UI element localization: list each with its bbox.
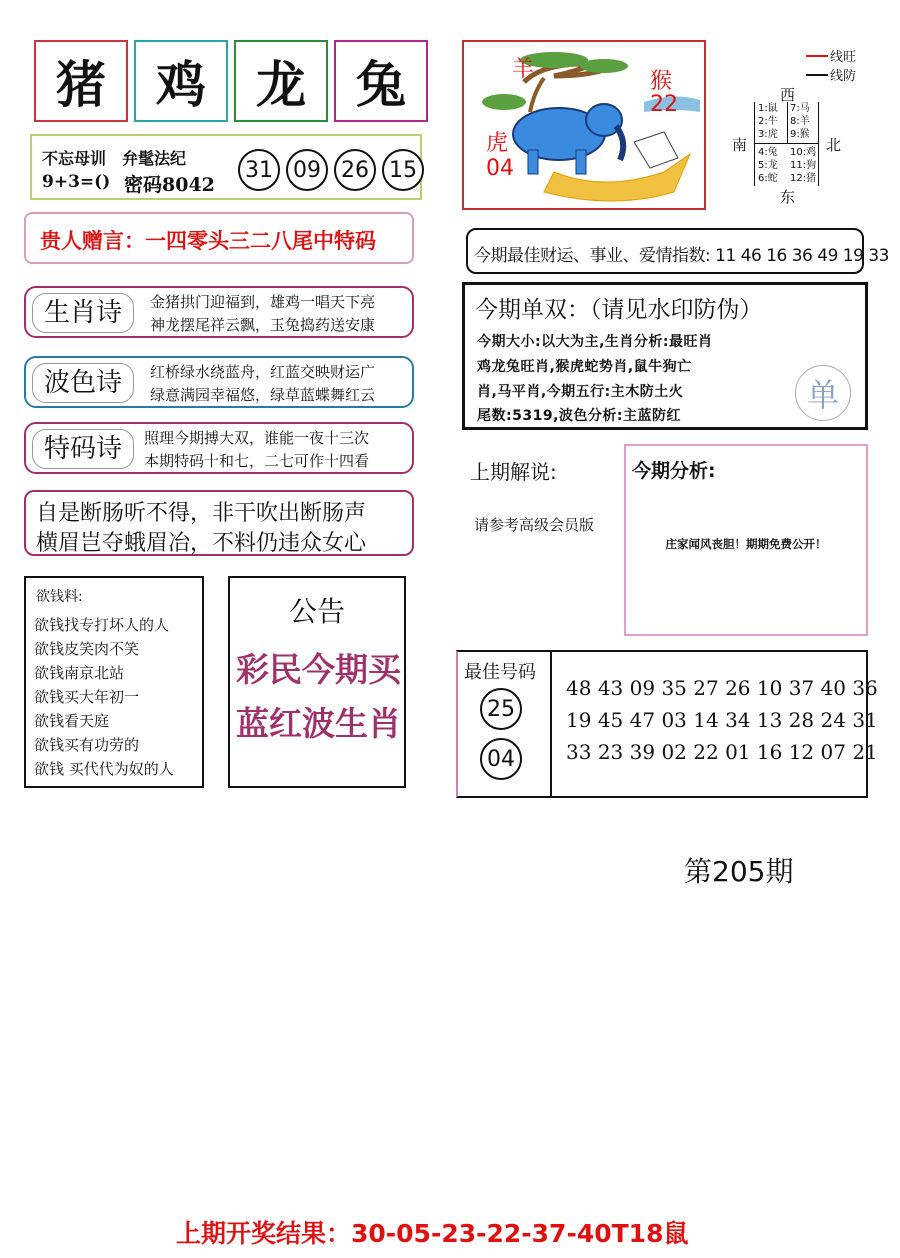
fortune-box — [466, 228, 889, 274]
poem-tag: 特码诗 — [32, 429, 134, 469]
poem-line2: 神龙摆尾祥云飘，玉兔捣药送安康 — [150, 316, 376, 334]
compass-cell: 1:鼠 — [758, 103, 778, 114]
riddle-line1: 不忘母训 弁髦法纪 — [42, 149, 187, 168]
compass-south: 南 — [732, 136, 748, 154]
number-ball: 26 — [334, 149, 376, 191]
compass-cell: 9:猴 — [790, 129, 810, 140]
compass-east: 东 — [780, 188, 796, 206]
zodiac-box-pig: 猪 — [34, 40, 128, 122]
number-cell: 12 — [788, 740, 815, 764]
poem-tag: 波色诗 — [32, 363, 134, 403]
compass-cell: 7:马 — [790, 103, 810, 114]
number-row — [566, 672, 878, 704]
legend-label-fang: 线防 — [830, 69, 857, 84]
guiren-banner — [24, 212, 414, 264]
compass-grid-top-left — [758, 102, 778, 141]
number-cell: 13 — [756, 708, 783, 732]
number-cell: 19 — [566, 708, 592, 732]
legend-line-red — [806, 55, 828, 57]
number-ball: 31 — [238, 149, 280, 191]
number-cell: 07 — [820, 740, 846, 764]
poem-line1: 照理今期搏大双，谁能一夜十三次 — [144, 429, 370, 447]
yuqian-box — [24, 576, 204, 788]
fortune-text: 今期最佳财运、事业、爱情指数: 11 46 16 36 49 19 33 — [474, 246, 889, 266]
riddle-formula: 9+3=() — [42, 172, 111, 192]
best-ball — [480, 688, 522, 730]
number-cell: 23 — [597, 740, 624, 764]
number-cell: 45 — [597, 708, 624, 732]
verse-box — [24, 490, 414, 556]
yuqian-line: 欲钱找专打坏人的人 — [34, 616, 170, 634]
best-ball — [480, 738, 522, 780]
compass-cell: 11:狗 — [790, 160, 817, 171]
number-cell: 26 — [725, 676, 751, 700]
number-cell: 34 — [725, 708, 751, 732]
number-cell: 40 — [820, 676, 846, 700]
compass-right-line — [818, 102, 819, 186]
number-cell: 43 — [597, 676, 624, 700]
yuqian-line: 欲钱皮笑肉不笑 — [34, 640, 140, 658]
number-cell: 10 — [756, 676, 783, 700]
yuqian-line: 欲钱 买代代为奴的人 — [34, 760, 174, 778]
compass-west: 西 — [780, 86, 796, 104]
poem-special — [24, 422, 414, 474]
yuqian-line: 欲钱买大年初一 — [34, 688, 140, 706]
analysis-text: 庄家闻风丧胆！期期免费公开！ — [665, 537, 827, 551]
number-cell: 27 — [693, 676, 719, 700]
notice-box — [228, 576, 406, 788]
compass-cross-line — [754, 143, 818, 144]
riddle-password: 密码8042 — [124, 174, 215, 196]
poem-tag: 生肖诗 — [32, 293, 134, 333]
zodiac-box-rooster: 鸡 — [134, 40, 228, 122]
poem-wave — [24, 356, 414, 408]
number-cell: 02 — [661, 740, 687, 764]
analysis-title: 今期分析: — [632, 460, 716, 482]
poem-line2: 本期特码十和七，二七可作十四看 — [144, 452, 370, 470]
compass-cell: 5:龙 — [758, 160, 778, 171]
number-cell: 37 — [788, 676, 815, 700]
danshuang-title: 今期单双：（请见水印防伪） — [475, 297, 763, 323]
best-numbers-divider — [550, 652, 552, 796]
compass-cell: 8:羊 — [790, 116, 810, 127]
notice-line2: 蓝红波生肖 — [236, 704, 401, 743]
number-cell: 09 — [629, 676, 656, 700]
danshuang-box — [462, 282, 868, 430]
compass-legend — [806, 46, 886, 86]
number-cell: 03 — [661, 708, 687, 732]
number-cell: 36 — [852, 676, 878, 700]
compass-cell: 12:猪 — [790, 173, 817, 184]
number-cell: 28 — [788, 708, 815, 732]
number-cell: 01 — [725, 740, 751, 764]
compass-cell: 2:牛 — [758, 116, 778, 127]
riddle-box — [30, 134, 422, 200]
yuqian-title: 欲钱料: — [36, 589, 83, 605]
best-ball-number: 04 — [487, 746, 515, 772]
guiren-text: 贵人赠言：一四零头三二八尾中特码 — [40, 229, 376, 253]
yuqian-line: 欲钱南京北站 — [34, 664, 125, 682]
poem-line1: 红桥绿水绕蓝舟，红蓝交映财运广 — [150, 363, 376, 381]
number-cell: 33 — [566, 740, 592, 764]
picture-label-hu: 虎 — [486, 131, 509, 156]
best-numbers-grid — [566, 672, 878, 768]
riddle-balls — [238, 149, 430, 191]
danshuang-line: 尾数:5319,波色分析:主蓝防红 — [477, 408, 681, 424]
watermark-stamp — [795, 365, 851, 421]
zodiac-picture-box — [462, 40, 706, 210]
poem-line1: 金猪拱门迎福到，雄鸡一唱天下亮 — [150, 293, 376, 311]
legend-line-black — [806, 74, 828, 76]
compass-cell: 3:虎 — [758, 129, 778, 140]
poem-zodiac — [24, 286, 414, 338]
zodiac-box-rabbit: 兔 — [334, 40, 428, 122]
danshuang-line: 肖,马平肖,今期五行:主木防土火 — [477, 384, 684, 400]
compass-grid-top-right — [790, 102, 810, 141]
compass-cell: 6:蛇 — [758, 173, 778, 184]
compass-grid-bottom-left — [758, 146, 778, 185]
danshuang-line: 鸡龙兔旺肖,猴虎蛇势肖,鼠牛狗亡 — [477, 359, 692, 375]
compass-cell: 4:兔 — [758, 147, 778, 158]
notice-line1: 彩民今期买 — [236, 650, 401, 689]
compass-grid-bottom-right — [790, 146, 816, 185]
number-cell: 35 — [661, 676, 687, 700]
number-ball: 15 — [382, 149, 424, 191]
number-cell: 14 — [693, 708, 719, 732]
number-cell: 21 — [852, 740, 878, 764]
number-cell: 22 — [693, 740, 719, 764]
number-cell: 24 — [820, 708, 846, 732]
verse-line1: 自是断肠听不得，非干吹出断肠声 — [36, 501, 367, 526]
number-ball: 09 — [286, 149, 328, 191]
best-ball-number: 25 — [487, 696, 515, 722]
number-cell: 16 — [756, 740, 783, 764]
legend-label-wang: 线旺 — [830, 50, 857, 65]
compass-north: 北 — [826, 136, 842, 154]
danshuang-line: 今期大小:以大为主,生肖分析:最旺肖 — [477, 334, 713, 350]
number-row — [566, 704, 878, 736]
watermark-stamp-text: 单 — [806, 376, 839, 414]
number-cell: 39 — [629, 740, 656, 764]
last-explain-title: 上期解说: — [470, 460, 557, 484]
yuqian-line: 欲钱看天庭 — [34, 712, 110, 730]
best-numbers-box — [456, 650, 878, 798]
picture-hu-number: 04 — [486, 156, 514, 181]
number-cell: 48 — [566, 676, 592, 700]
compass-cell: 10:鸡 — [790, 147, 817, 158]
last-result: 上期开奖结果：30-05-23-22-37-40T18鼠 — [176, 1219, 689, 1248]
compass-left-line — [754, 102, 755, 186]
zodiac-box-dragon: 龙 — [234, 40, 328, 122]
number-cell: 47 — [629, 708, 656, 732]
picture-hou-number: 22 — [650, 92, 678, 117]
last-explain-text: 请参考高级会员版 — [474, 516, 595, 534]
notice-title: 公告 — [288, 595, 345, 628]
verse-line2: 横眉岂夺蛾眉冶，不料仍违众女心 — [36, 531, 367, 556]
poem-line2: 绿意满园幸福悠，绿草蓝蝶舞红云 — [150, 386, 376, 404]
issue-number: 第205期 — [684, 855, 794, 888]
compass-vertical-line — [787, 102, 788, 144]
number-cell: 31 — [852, 708, 878, 732]
yuqian-line: 欲钱买有功劳的 — [34, 736, 140, 754]
picture-label-yang: 羊 — [512, 57, 535, 82]
best-numbers-title: 最佳号码 — [464, 662, 536, 683]
picture-label-hou: 猴 — [650, 69, 673, 94]
analysis-box — [624, 444, 868, 636]
number-row — [566, 736, 878, 768]
